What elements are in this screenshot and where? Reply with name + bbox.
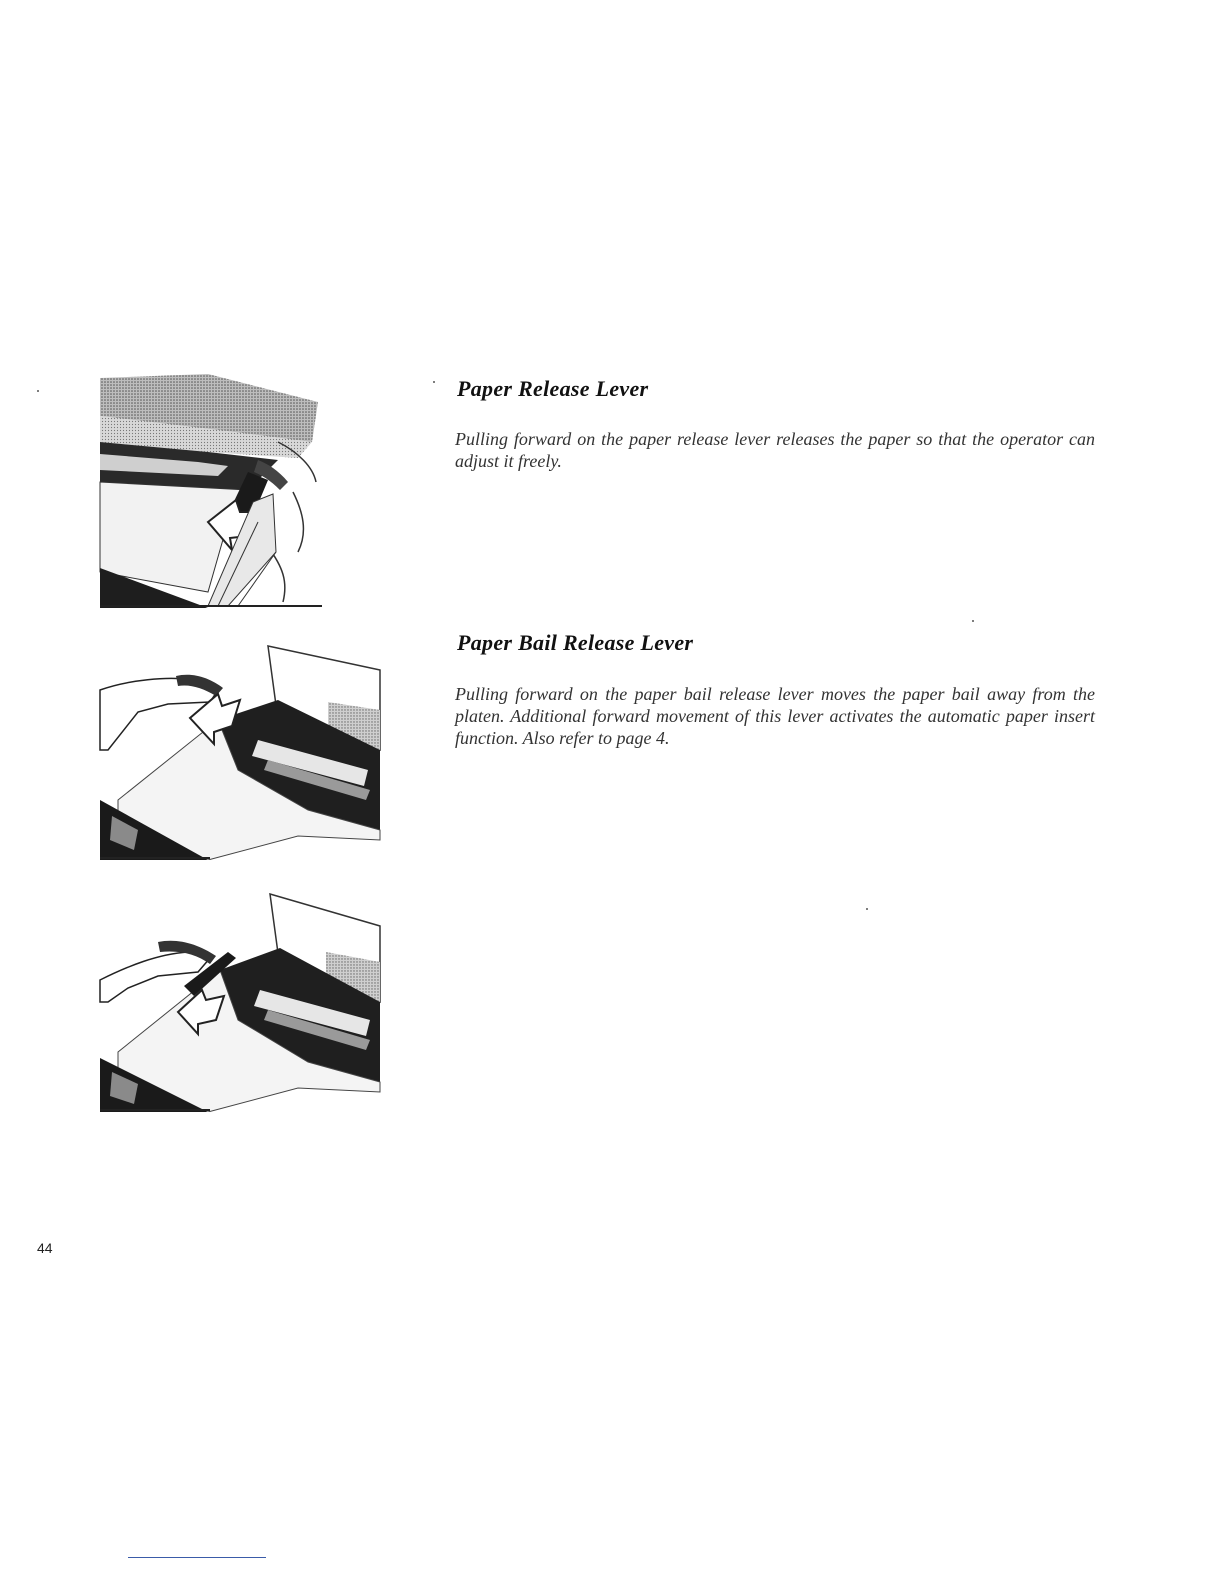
printer-paper-insert-icon [98,892,388,1112]
printer-paper-bail-release-icon [98,640,388,860]
bottom-rule [128,1557,266,1558]
paper-bail-release-lever-further-illustration [98,892,388,1112]
scan-speck [866,908,868,910]
scan-speck [37,390,39,392]
section-body-paper-release-lever: Pulling forward on the paper release lever releases the paper so that the operator can adjust it freely. [455,429,1095,471]
section-title-paper-release-lever: Paper Release Lever [457,376,649,401]
section-title-paper-bail-release-lever: Paper Bail Release Lever [457,630,694,655]
page-number: 44 [37,1240,53,1256]
paper-bail-release-lever-illustration [98,640,388,860]
scan-speck [972,620,974,622]
paper-release-lever-illustration [98,372,324,608]
section-body-paper-bail-release-lever: Pulling forward on the paper bail release lever moves the paper bail away from the platen. Additional forward movement of this lever activates the automatic paper insert function. Also refer to page 4. [455,684,1095,748]
scan-speck [433,381,435,383]
printer-paper-release-icon [98,372,324,608]
